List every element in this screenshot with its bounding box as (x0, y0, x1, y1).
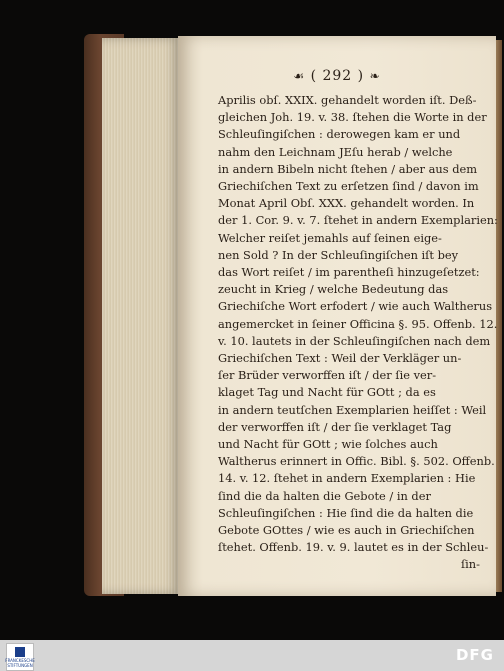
text-line: nahm den Leichnam JEſu herab / welche (218, 144, 453, 159)
text-line: in andern teutſchen Exemplarien heiſſet : Weil (218, 402, 487, 417)
page-number: ( 292 ) (310, 68, 365, 84)
text-line: Welcher reiſet jemahls auf ſeinen eige- (218, 230, 442, 245)
page-header (178, 68, 496, 84)
text-line: in andern Bibeln nicht ſtehen / aber aus dem (218, 161, 478, 176)
text-line: Waltherus erinnert in Offic. Bibl. §. 502. Offenb. (218, 454, 495, 469)
text-line: ſind die da halten die Gebote / in der (218, 488, 431, 503)
text-line: Gebote GOttes / wie es auch in Griechiſchen (218, 523, 475, 538)
text-line: Schleuſingiſchen : Hie ſind die da halten die (218, 505, 474, 520)
text-line: klaget Tag und Nacht für GOtt ; da es (218, 385, 436, 400)
viewer-footer-bar (0, 640, 504, 671)
text-line: v. 10. lautets in der Schleuſingiſchen nach dem (218, 333, 491, 348)
text-line: zeucht in Krieg / welche Bedeutung das (218, 282, 449, 297)
text-line: ſtehet. Offenb. 19. v. 9. lautet es in der Schleu- (218, 540, 489, 555)
text-line: gleichen Joh. 19. v. 38. ſtehen die Worte in der (218, 110, 487, 125)
text-line: und Nacht für GOtt ; wie ſolches auch (218, 437, 438, 452)
book-page (178, 36, 496, 596)
logo-text-line1: FRANCKESCHE (5, 657, 35, 663)
catchword: ſin- (460, 557, 480, 572)
text-line: ſer Brüder verworffen iſt / der ſie ver- (218, 368, 437, 383)
header-ornament-left-icon: ☙ (293, 69, 306, 83)
page-body-text (218, 92, 498, 574)
text-line: Griechiſchen Text : Weil der Verkläger un- (218, 351, 462, 366)
header-ornament-right-icon: ❧ (369, 69, 381, 83)
text-line: Griechiſche Wort erfodert / wie auch Waltherus (218, 299, 493, 314)
text-line: das Wort reiſet / im parentheſi hinzugeſetzet: (218, 265, 480, 280)
page-edges (102, 38, 180, 594)
logo-text-line2: STIFTUNGEN (7, 662, 33, 668)
text-line: Aprilis obſ. XXIX. gehandelt worden iſt. Deß- (218, 93, 477, 107)
text-line: nen Sold ? In der Schleuſingiſchen iſt bey (218, 247, 459, 262)
book (84, 30, 500, 600)
institution-logo[interactable] (6, 643, 34, 671)
text-line: Griechiſchen Text zu erſetzen ſind / davon im (218, 179, 479, 194)
text-line: der 1. Cor. 9. v. 7. ſtehet in andern Exemplarien: (218, 213, 498, 228)
text-line: Monat April Obſ. XXX. gehandelt worden. In (218, 196, 475, 211)
text-line: der verworffen iſt / der ſie verklaget Tag (218, 419, 452, 434)
dfg-logo[interactable]: DFG (455, 646, 494, 664)
text-line: Schleuſingiſchen : derowegen kam er und (218, 127, 461, 142)
text-line: angemercket in ſeiner Officina §. 95. Offenb. 12. (218, 316, 498, 331)
logo-mark-icon (15, 647, 25, 657)
text-line: 14. v. 12. ſtehet in andern Exemplarien : Hie (218, 471, 476, 486)
